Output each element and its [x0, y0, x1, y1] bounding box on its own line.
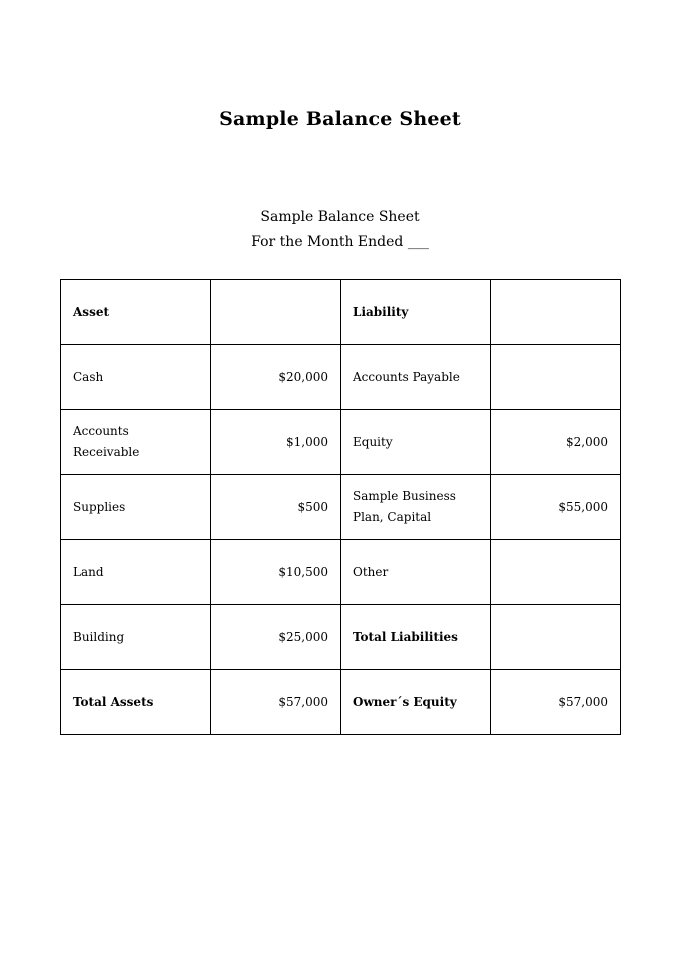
asset-amount: $10,500 [211, 540, 341, 605]
table-header-row [61, 280, 621, 345]
asset-amount-header [211, 280, 341, 345]
table-row [61, 605, 621, 670]
subtitle-line-2: For the Month Ended ___ [251, 234, 429, 250]
asset-amount: $25,000 [211, 605, 341, 670]
liability-amount [491, 540, 621, 605]
liability-amount: $55,000 [491, 475, 621, 540]
table-row [61, 345, 621, 410]
asset-label: Land [61, 540, 211, 605]
total-assets-label: Total Assets [61, 670, 211, 735]
table-totals-row [61, 670, 621, 735]
asset-amount: $20,000 [211, 345, 341, 410]
table-row [61, 475, 621, 540]
liability-amount-header [491, 280, 621, 345]
liability-amount: $2,000 [491, 410, 621, 475]
owners-equity-amount: $57,000 [491, 670, 621, 735]
asset-label: Supplies [61, 475, 211, 540]
liability-label: Other [341, 540, 491, 605]
subtitle-line-1: Sample Balance Sheet [260, 209, 420, 225]
owners-equity-label: Owner´s Equity [341, 670, 491, 735]
total-assets-amount: $57,000 [211, 670, 341, 735]
total-liabilities-label: Total Liabilities [341, 605, 491, 670]
asset-header: Asset [61, 280, 211, 345]
table-row [61, 410, 621, 475]
asset-label: Building [61, 605, 211, 670]
liability-header: Liability [341, 280, 491, 345]
total-liabilities-amount [491, 605, 621, 670]
liability-label: Sample Business Plan, Capital [341, 475, 491, 540]
asset-amount: $500 [211, 475, 341, 540]
asset-amount: $1,000 [211, 410, 341, 475]
liability-label: Accounts Payable [341, 345, 491, 410]
document-title: Sample Balance Sheet [219, 108, 461, 130]
liability-label: Equity [341, 410, 491, 475]
table-row [61, 540, 621, 605]
balance-sheet-table [60, 279, 621, 735]
asset-label: Accounts Receivable [61, 410, 211, 475]
asset-label: Cash [61, 345, 211, 410]
liability-amount [491, 345, 621, 410]
